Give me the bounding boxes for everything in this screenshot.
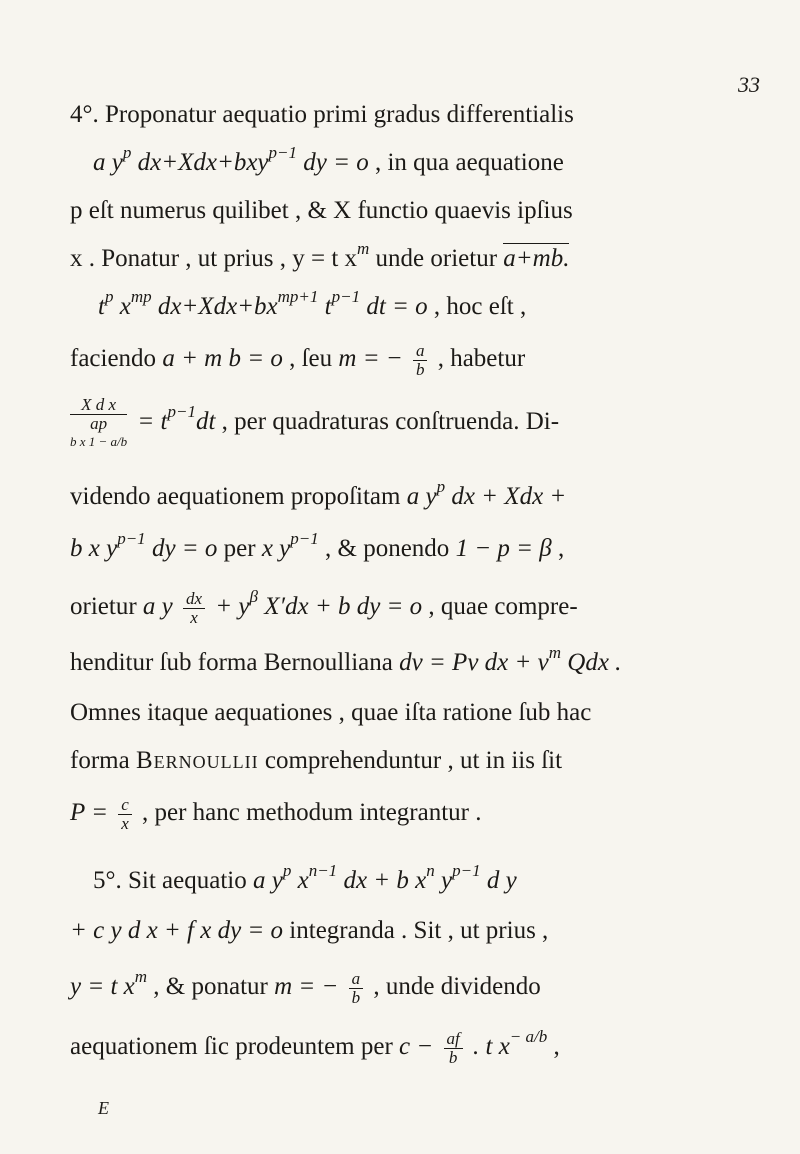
text-line-11: henditur ſub forma Bernoulliana dv = Pv dx + $v^m$ Qdx . [70, 643, 622, 676]
fraction: $\frac{dx}{x}$ [183, 590, 205, 627]
signature-mark: E [98, 1098, 109, 1118]
text-line-9: b x $y^{p-1}$ dy = o per x $y^{p-1}$ , & ponendo 1 − p = β , [70, 529, 565, 562]
fraction: $\frac{a}{b}$ [349, 970, 364, 1007]
text-line-18: aequationem ſic prodeuntem per c − $\frac{af}{b}$ . t $x^{- a/b}$ , [70, 1027, 560, 1067]
text-line-13: forma Bernoullii comprehenduntur , ut in iis ſit [70, 747, 563, 774]
text-line-4: x . Ponatur , ut prius , y = t $x^m$ unde orietur a+mb. [70, 239, 570, 272]
fraction: $\frac{a}{b}$ [413, 342, 428, 379]
text-line-3: p eſt numerus quilibet , & X functio quaevis ipſius [70, 197, 573, 224]
text-line-10: orietur a y $\frac{dx}{x}$ + $y^\beta$ X′dx + b dy = o , quae compre- [70, 587, 578, 627]
text-line-17: y = t $x^m$ , & ponatur m = − $\frac{a}{b}$ , unde dividendo [70, 967, 541, 1007]
text-line-15: 5°. Sit aequatio a $y^p$ $x^{n-1}$ dx + b $x^n$ $y^{p-1}$ d y [93, 861, 517, 894]
text-line-7: X d x ap b x 1 − a/b = $t^{p-1}dt$ , per quadraturas conſtruenda. Di- [70, 395, 560, 449]
page-number: 33 [738, 72, 760, 97]
text-line-12: Omnes itaque aequationes , quae iſta ratione ſub hac [70, 699, 592, 726]
text-line-5: $t^p$ $x^{mp}$ $dx+Xdx+bx^{mp+1}$ $t^{p-1}$ dt = o , hoc eſt , [98, 287, 527, 320]
text-line-16: + c y d x + f x dy = o integranda . Sit , ut prius , [70, 917, 549, 944]
fraction: X d x ap b x 1 − a/b [70, 395, 128, 449]
text-line-1: 4°. Proponatur aequatio primi gradus differentialis [70, 101, 574, 128]
text-line-14: P = $\frac{c}{x}$ , per hanc methodum integrantur . [70, 795, 482, 833]
fraction: $\frac{af}{b}$ [444, 1030, 463, 1067]
text-line-2: a $y^p$ dx+Xdx+bxy$^{p-1}$ dy = o , in qua aequatione [93, 143, 564, 176]
fraction: $\frac{c}{x}$ [118, 796, 132, 833]
text-line-6: faciendo a + m b = o , ſeu m = − $\frac{a}{b}$ , habetur [70, 341, 526, 379]
text-line-8: videndo aequationem propoſitam a $y^p$ dx + Xdx + [70, 477, 567, 510]
